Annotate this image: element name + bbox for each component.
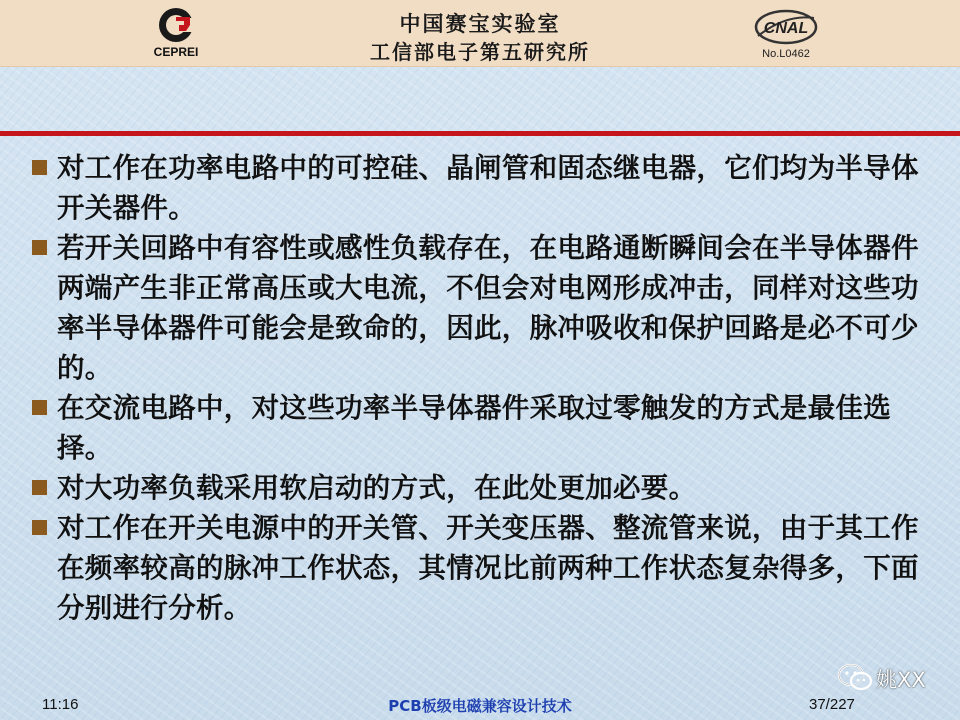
cnal-logo-number: No.L0462 bbox=[762, 48, 810, 60]
bullet-item bbox=[30, 508, 935, 628]
footer-time: 11:16 bbox=[42, 696, 79, 713]
bullet-text: 对工作在开关电源中的开关管、开关变压器、整流管来说，由于其工作在频率较高的脉冲工作状态，其情况比前两种工作状态复杂得多，下面分别进行分析。 bbox=[57, 512, 919, 624]
bullet-item bbox=[30, 148, 935, 228]
bullet-item bbox=[30, 468, 935, 508]
page-number: 37/227 bbox=[809, 696, 855, 713]
cnal-logo bbox=[750, 6, 822, 62]
square-bullet-icon bbox=[32, 240, 47, 255]
bullet-item bbox=[30, 228, 935, 388]
watermark-text: 姚XX bbox=[876, 668, 926, 692]
cnal-logo-icon bbox=[750, 6, 822, 50]
square-bullet-icon bbox=[32, 400, 47, 415]
square-bullet-icon bbox=[32, 520, 47, 535]
footer-title: PCB板级电磁兼容设计技术 bbox=[388, 697, 572, 715]
slide-header bbox=[0, 0, 960, 67]
bullet-text: 若开关回路中有容性或感性负载存在，在电路通断瞬间会在半导体器件两端产生非正常高压或大电流，不但会对电网形成冲击，同样对这些功率半导体器件可能会是致命的，因此，脉冲吸收和保护回路是必不可少的。 bbox=[57, 232, 919, 384]
wechat-icon bbox=[836, 662, 874, 692]
cnal-logo-mark: CNAL bbox=[763, 20, 809, 37]
bullet-item bbox=[30, 388, 935, 468]
slide-body bbox=[30, 148, 935, 628]
header-title-line1: 中国赛宝实验室 bbox=[399, 11, 561, 36]
bullet-text: 对大功率负载采用软启动的方式，在此处更加必要。 bbox=[57, 472, 697, 504]
ceprei-logo-text: CEPREI bbox=[153, 45, 199, 59]
bullet-text: 在交流电路中，对这些功率半导体器件采取过零触发的方式是最佳选择。 bbox=[57, 392, 891, 464]
header-title-line2: 工信部电子第五研究所 bbox=[370, 40, 590, 64]
header-divider bbox=[0, 131, 960, 136]
square-bullet-icon bbox=[32, 160, 47, 175]
bullet-text: 对工作在功率电路中的可控硅、晶闸管和固态继电器，它们均为半导体开关器件。 bbox=[57, 152, 919, 224]
square-bullet-icon bbox=[32, 480, 47, 495]
